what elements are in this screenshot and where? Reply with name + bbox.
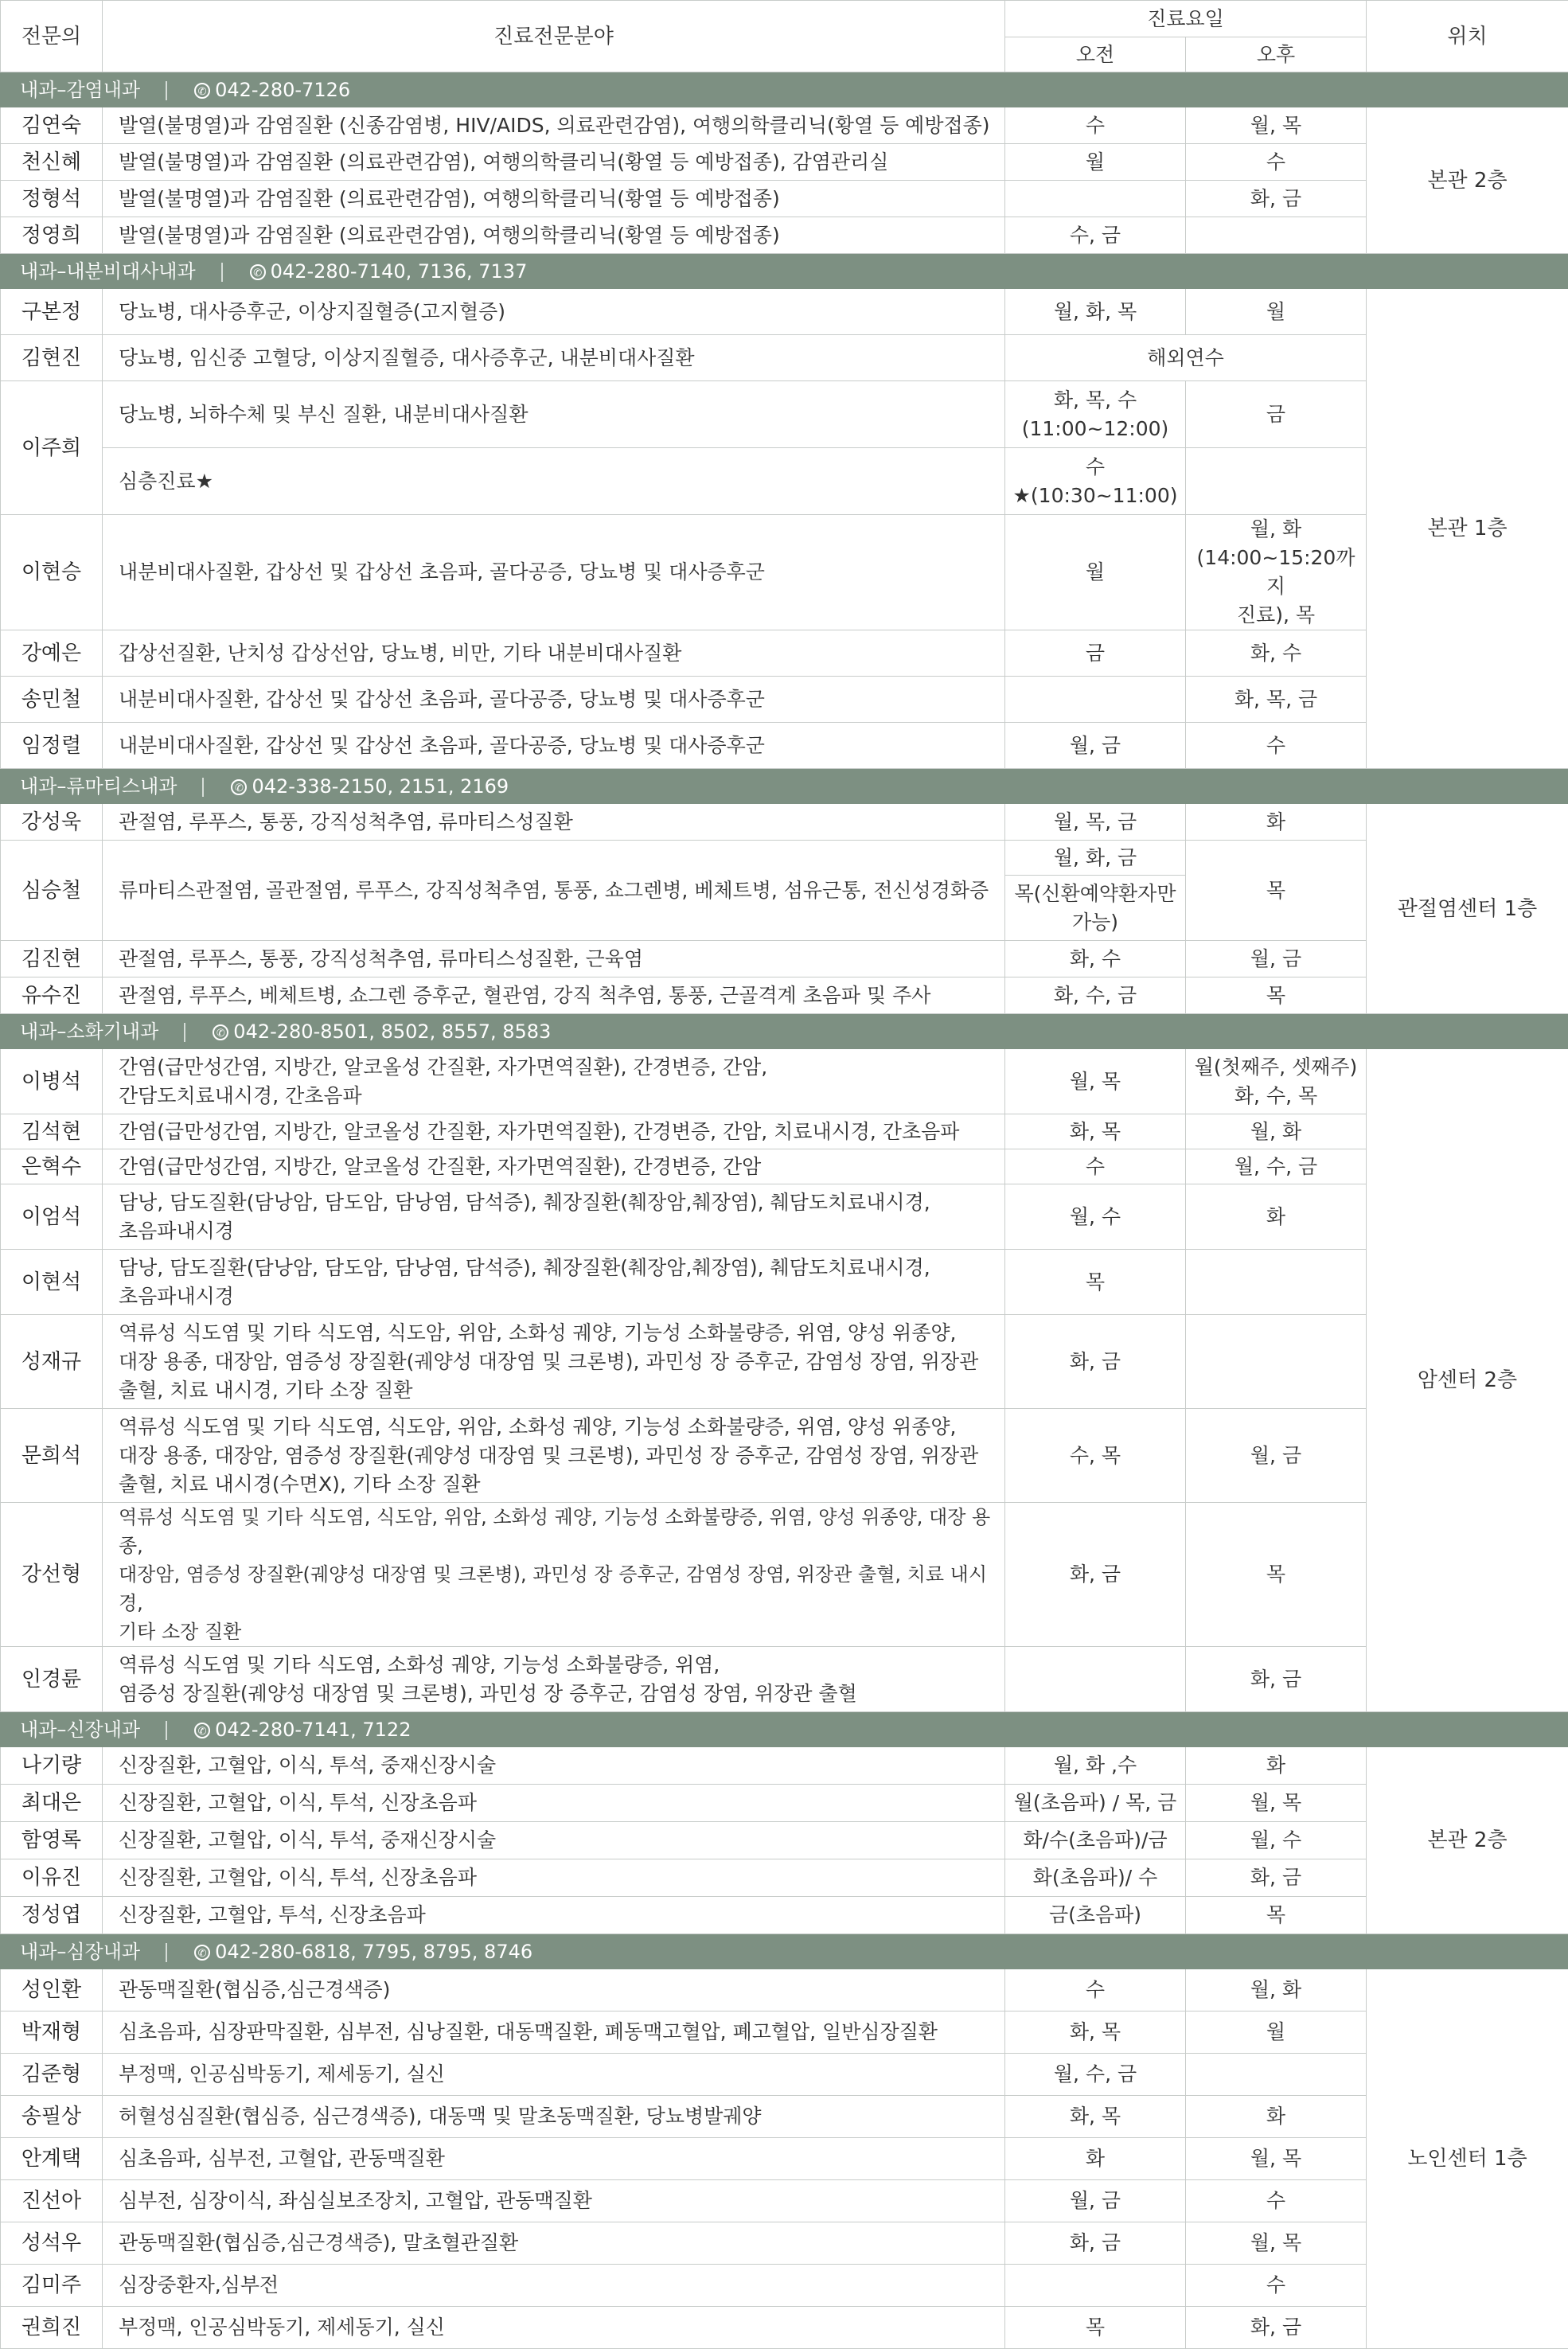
pm-days: 월, 목	[1186, 2222, 1367, 2265]
table-row	[1, 1647, 1568, 1712]
pm-days: 수	[1186, 2265, 1367, 2307]
dept-phone: 042-280-8501, 8502, 8557, 8583	[233, 1020, 551, 1043]
doctor-name: 안계택	[1, 2138, 103, 2180]
am-days: 수, 금	[1005, 217, 1186, 254]
table-row	[1, 144, 1568, 181]
am-days: 월	[1005, 515, 1186, 630]
location: 암센터 2층	[1367, 1049, 1568, 1712]
table-row	[1, 2054, 1568, 2096]
table-row	[1, 2138, 1568, 2180]
table-row	[1, 217, 1568, 254]
pm-days: 화	[1186, 1184, 1367, 1250]
table-row	[1, 2011, 1568, 2054]
dept-bar	[1, 1934, 1568, 1969]
dept-bar	[1, 769, 1568, 804]
am-days: 수, 목	[1005, 1409, 1186, 1503]
pm-days: 목	[1186, 1503, 1367, 1647]
doctor-name: 성인환	[1, 1969, 103, 2011]
doctor-name: 이현승	[1, 515, 103, 630]
dept-phone: 042-280-7140, 7136, 7137	[271, 260, 528, 283]
phone-icon: ✆	[213, 1024, 228, 1040]
schedule-note: 해외연수	[1005, 335, 1367, 381]
dept-bar	[1, 1014, 1568, 1049]
dept-phone: 042-280-6818, 7795, 8795, 8746	[215, 1941, 532, 1963]
specialty: 심부전, 심장이식, 좌심실보조장치, 고혈압, 관동맥질환	[103, 2180, 1005, 2222]
doctor-name: 강선형	[1, 1503, 103, 1647]
table-row	[1, 1969, 1568, 2011]
pm-days: 화, 수	[1186, 630, 1367, 677]
am-days: 목	[1005, 2307, 1186, 2349]
specialty: 담낭, 담도질환(담낭암, 담도암, 담낭염, 담석증), 췌장질환(췌장암,췌장염), 췌담도치료내시경, 초음파내시경	[103, 1250, 1005, 1315]
specialty: 발열(불명열)과 감염질환 (의료관련감염), 여행의학클리닉(황열 등 예방접종), 감염관리실	[103, 144, 1005, 181]
location: 관절염센터 1층	[1367, 804, 1568, 1014]
am-days: 화, 수	[1005, 941, 1186, 977]
doctor-name: 이유진	[1, 1859, 103, 1897]
am-days: 수	[1005, 1149, 1186, 1184]
doctor-name: 천신혜	[1, 144, 103, 181]
location: 노인센터 1층	[1367, 1969, 1568, 2349]
specialty: 허혈성심질환(협심증, 심근경색증), 대동맥 및 말초동맥질환, 당뇨병발궤양	[103, 2096, 1005, 2138]
table-row	[1, 941, 1568, 977]
pm-days: 목	[1186, 1897, 1367, 1934]
pm-days: 화, 금	[1186, 1647, 1367, 1712]
am-days: 월, 수	[1005, 1184, 1186, 1250]
table-row	[1, 381, 1568, 448]
doctor-name: 심승철	[1, 841, 103, 941]
table-row	[1, 677, 1568, 723]
doctor-name: 구본정	[1, 289, 103, 335]
doctor-name: 김준형	[1, 2054, 103, 2096]
specialty: 간염(급만성간염, 지방간, 알코올성 간질환, 자가면역질환), 간경변증, 간암, 간담도치료내시경, 간초음파	[103, 1049, 1005, 1114]
doctor-name: 이현석	[1, 1250, 103, 1315]
table-row	[1, 1184, 1568, 1250]
dept-name: 내과–류마티스내과	[20, 775, 177, 798]
specialty: 부정맥, 인공심박동기, 제세동기, 실신	[103, 2307, 1005, 2349]
phone-icon: ✆	[194, 1723, 210, 1738]
specialty: 역류성 식도염 및 기타 식도염, 식도암, 위암, 소화성 궤양, 기능성 소화불량증, 위염, 양성 위종양, 대장 용종, 대장암, 염증성 장질환(궤양성 대장염 및 크론병), 과민성 장 증후군, 감염성 장염, 위장관 출혈, 치료 내시경, 기타 소장 질환	[103, 1315, 1005, 1409]
pm-days: 수	[1186, 2180, 1367, 2222]
specialty: 발열(불명열)과 감염질환 (의료관련감염), 여행의학클리닉(황열 등 예방접종)	[103, 217, 1005, 254]
table-row	[1, 1315, 1568, 1409]
am-days: 금(초음파)	[1005, 1897, 1186, 1934]
am-days	[1005, 1647, 1186, 1712]
pm-days: 목	[1186, 977, 1367, 1014]
table-row	[1, 181, 1568, 217]
pm-days: 월, 금	[1186, 1409, 1367, 1503]
am-days	[1005, 181, 1186, 217]
header-field: 진료전문분야	[103, 1, 1005, 72]
dept-bar	[1, 72, 1568, 107]
specialty: 갑상선질환, 난치성 갑상선암, 당뇨병, 비만, 기타 내분비대사질환	[103, 630, 1005, 677]
table-row	[1, 1822, 1568, 1859]
am-days: 목	[1005, 1250, 1186, 1315]
am-days: 월, 화 ,수	[1005, 1747, 1186, 1785]
doctor-name: 성재규	[1, 1315, 103, 1409]
specialty: 역류성 식도염 및 기타 식도염, 소화성 궤양, 기능성 소화불량증, 위염, 염증성 장질환(궤양성 대장염 및 크론병), 과민성 장 증후군, 감염성 장염, 위장관 출혈	[103, 1647, 1005, 1712]
phone-icon: ✆	[231, 779, 247, 795]
pm-days: 월, 금	[1186, 941, 1367, 977]
specialty: 내분비대사질환, 갑상선 및 갑상선 초음파, 골다공증, 당뇨병 및 대사증후군	[103, 515, 1005, 630]
dept-name: 내과–감염내과	[20, 79, 140, 101]
am-days	[1005, 677, 1186, 723]
table-row	[1, 1149, 1568, 1184]
am-days: 화/수(초음파)/금	[1005, 1822, 1186, 1859]
table-row	[1, 2265, 1568, 2307]
specialty: 발열(불명열)과 감염질환 (신종감염병, HIV/AIDS, 의료관련감염), 여행의학클리닉(황열 등 예방접종)	[103, 107, 1005, 144]
dept-phone: 042-338-2150, 2151, 2169	[252, 775, 509, 798]
am-days: 수★(10:30~11:00)	[1005, 448, 1186, 515]
pm-days: 월, 수, 금	[1186, 1149, 1367, 1184]
am-days: 화, 금	[1005, 1315, 1186, 1409]
specialty: 당뇨병, 대사증후군, 이상지질혈증(고지혈증)	[103, 289, 1005, 335]
specialty: 담낭, 담도질환(담낭암, 담도암, 담낭염, 담석증), 췌장질환(췌장암,췌장염), 췌담도치료내시경, 초음파내시경	[103, 1184, 1005, 1250]
table-row	[1, 1897, 1568, 1934]
phone-icon: ✆	[250, 264, 266, 280]
specialty: 당뇨병, 뇌하수체 및 부신 질환, 내분비대사질환	[103, 381, 1005, 448]
doctor-name: 이병석	[1, 1049, 103, 1114]
pm-days: 월, 화 (14:00~15:20까지 진료), 목	[1186, 515, 1367, 630]
pm-days	[1186, 448, 1367, 515]
header-pm: 오후	[1186, 37, 1367, 72]
am-days: 수	[1005, 107, 1186, 144]
doctor-name: 인경륜	[1, 1647, 103, 1712]
header-location: 위치	[1367, 1, 1568, 72]
specialty: 신장질환, 고혈압, 이식, 투석, 신장초음파	[103, 1859, 1005, 1897]
specialty: 신장질환, 고혈압, 이식, 투석, 신장초음파	[103, 1785, 1005, 1822]
specialty: 부정맥, 인공심박동기, 제세동기, 실신	[103, 2054, 1005, 2096]
dept-name: 내과–소화기내과	[20, 1020, 158, 1043]
specialty: 신장질환, 고혈압, 투석, 신장초음파	[103, 1897, 1005, 1934]
dept-bar	[1, 1712, 1568, 1747]
table-row	[1, 1859, 1568, 1897]
specialty: 내분비대사질환, 갑상선 및 갑상선 초음파, 골다공증, 당뇨병 및 대사증후군	[103, 723, 1005, 769]
doctor-name: 이엄석	[1, 1184, 103, 1250]
doctor-name: 강성욱	[1, 804, 103, 841]
specialty: 류마티스관절염, 골관절염, 루푸스, 강직성척추염, 통풍, 쇼그렌병, 베체트병, 섬유근통, 전신성경화증	[103, 841, 1005, 941]
doctor-name: 김진현	[1, 941, 103, 977]
pm-days: 목	[1186, 841, 1367, 941]
table-row	[1, 1747, 1568, 1785]
am-days: 월, 목	[1005, 1049, 1186, 1114]
doctor-name: 강예은	[1, 630, 103, 677]
table-row	[1, 448, 1568, 515]
header-schedule: 진료요일	[1005, 1, 1367, 37]
specialty: 관절염, 루푸스, 통풍, 강직성척추염, 류마티스성질환, 근육염	[103, 941, 1005, 977]
am-days: 월, 금	[1005, 2180, 1186, 2222]
am-days: 화, 금	[1005, 2222, 1186, 2265]
doctor-name: 송필상	[1, 2096, 103, 2138]
specialty: 당뇨병, 임신중 고혈당, 이상지질혈증, 대사증후군, 내분비대사질환	[103, 335, 1005, 381]
specialty: 관절염, 루푸스, 통풍, 강직성척추염, 류마티스성질환	[103, 804, 1005, 841]
am-days: 수	[1005, 1969, 1186, 2011]
doctor-name: 김연숙	[1, 107, 103, 144]
doctor-name: 이주희	[1, 381, 103, 515]
table-row	[1, 1250, 1568, 1315]
location: 본관 1층	[1367, 289, 1568, 769]
table-row	[1, 289, 1568, 335]
pm-days	[1186, 1315, 1367, 1409]
am-days: 월	[1005, 144, 1186, 181]
doctor-name: 김현진	[1, 335, 103, 381]
doctor-name: 김석현	[1, 1114, 103, 1149]
pm-days: 월, 목	[1186, 1785, 1367, 1822]
am-days: 월, 화, 금	[1005, 841, 1186, 876]
pm-days: 화, 금	[1186, 1859, 1367, 1897]
doctor-name: 은혁수	[1, 1149, 103, 1184]
am-days: 월, 수, 금	[1005, 2054, 1186, 2096]
doctor-name: 권희진	[1, 2307, 103, 2349]
dept-name: 내과–신장내과	[20, 1719, 140, 1741]
am-days: 화(초음파)/ 수	[1005, 1859, 1186, 1897]
pm-days: 수	[1186, 723, 1367, 769]
table-row	[1, 630, 1568, 677]
specialty: 간염(급만성간염, 지방간, 알코올성 간질환, 자가면역질환), 간경변증, 간암, 치료내시경, 간초음파	[103, 1114, 1005, 1149]
specialty: 심초음파, 심장판막질환, 심부전, 심낭질환, 대동맥질환, 폐동맥고혈압, 폐고혈압, 일반심장질환	[103, 2011, 1005, 2054]
dept-bar	[1, 254, 1568, 289]
table-row	[1, 2180, 1568, 2222]
am-days: 화	[1005, 2138, 1186, 2180]
doctor-name: 정성엽	[1, 1897, 103, 1934]
pm-days	[1186, 1250, 1367, 1315]
am-days: 월, 금	[1005, 723, 1186, 769]
table-row	[1, 977, 1568, 1014]
pm-days: 월, 화	[1186, 1969, 1367, 2011]
table-row	[1, 2307, 1568, 2349]
table-row	[1, 1049, 1568, 1114]
location: 본관 2층	[1367, 107, 1568, 254]
specialty: 역류성 식도염 및 기타 식도염, 식도암, 위암, 소화성 궤양, 기능성 소화불량증, 위염, 양성 위종양, 대장 용종, 대장암, 염증성 장질환(궤양성 대장염 및 크론병), 과민성 장 증후군, 감염성 장염, 위장관 출혈, 치료 내시경(수면X), 기타 소장 질환	[103, 1409, 1005, 1503]
table-row	[1, 1114, 1568, 1149]
am-days	[1005, 2265, 1186, 2307]
am-days: 화, 목, 수 (11:00~12:00)	[1005, 381, 1186, 448]
doctor-name: 함영록	[1, 1822, 103, 1859]
table-row	[1, 107, 1568, 144]
doctor-name: 진선아	[1, 2180, 103, 2222]
table-row	[1, 2222, 1568, 2265]
pm-days: 월, 수	[1186, 1822, 1367, 1859]
dept-phone: 042-280-7141, 7122	[215, 1719, 411, 1741]
header-doctor: 전문의	[1, 1, 103, 72]
am-days: 화, 목	[1005, 1114, 1186, 1149]
table-row	[1, 515, 1568, 630]
phone-icon: ✆	[194, 1945, 210, 1961]
doctor-name: 송민철	[1, 677, 103, 723]
dept-name: 내과–내분비대사내과	[20, 260, 196, 283]
pm-days: 월	[1186, 2011, 1367, 2054]
pm-days: 화, 목, 금	[1186, 677, 1367, 723]
table-row	[1, 841, 1568, 876]
dept-name: 내과–심장내과	[20, 1941, 140, 1963]
doctor-name: 최대은	[1, 1785, 103, 1822]
am-days: 월(초음파) / 목, 금	[1005, 1785, 1186, 1822]
table-row	[1, 1785, 1568, 1822]
doctor-name: 정형석	[1, 181, 103, 217]
header-am: 오전	[1005, 37, 1186, 72]
doctor-name: 정영희	[1, 217, 103, 254]
dept-phone: 042-280-7126	[215, 79, 350, 101]
pm-days: 화	[1186, 1747, 1367, 1785]
am-days: 금	[1005, 630, 1186, 677]
am-days: 월, 목, 금	[1005, 804, 1186, 841]
specialty: 심장중환자,심부전	[103, 2265, 1005, 2307]
pm-days	[1186, 2054, 1367, 2096]
specialty: 발열(불명열)과 감염질환 (의료관련감염), 여행의학클리닉(황열 등 예방접종)	[103, 181, 1005, 217]
phone-icon: ✆	[194, 83, 210, 99]
table-row	[1, 804, 1568, 841]
specialty: 역류성 식도염 및 기타 식도염, 식도암, 위암, 소화성 궤양, 기능성 소화불량증, 위염, 양성 위종양, 대장 용종, 대장암, 염증성 장질환(궤양성 대장염 및 크론병), 과민성 장 증후군, 감염성 장염, 위장관 출혈, 치료 내시경, 기타 소장 질환	[103, 1503, 1005, 1647]
doctor-name: 문희석	[1, 1409, 103, 1503]
pm-days: 화, 금	[1186, 181, 1367, 217]
am-days: 화, 목	[1005, 2096, 1186, 2138]
pm-days: 월, 목	[1186, 2138, 1367, 2180]
table-row	[1, 335, 1568, 381]
pm-days: 월	[1186, 289, 1367, 335]
am-days: 화, 수, 금	[1005, 977, 1186, 1014]
doctor-name: 임정렬	[1, 723, 103, 769]
am-days: 월, 화, 목	[1005, 289, 1186, 335]
doctor-name: 유수진	[1, 977, 103, 1014]
specialty: 관절염, 루푸스, 베체트병, 쇼그렌 증후군, 혈관염, 강직 척추염, 통풍, 근골격계 초음파 및 주사	[103, 977, 1005, 1014]
pm-days: 월, 목	[1186, 107, 1367, 144]
pm-days: 화	[1186, 804, 1367, 841]
am-days: 화, 금	[1005, 1503, 1186, 1647]
pm-days: 월, 화	[1186, 1114, 1367, 1149]
specialty: 심층진료★	[103, 448, 1005, 515]
table-row	[1, 2096, 1568, 2138]
pm-days: 금	[1186, 381, 1367, 448]
pm-days	[1186, 217, 1367, 254]
specialty: 관동맥질환(협심증,심근경색증), 말초혈관질환	[103, 2222, 1005, 2265]
specialty: 신장질환, 고혈압, 이식, 투석, 중재신장시술	[103, 1822, 1005, 1859]
doctor-name: 나기량	[1, 1747, 103, 1785]
pm-days: 수	[1186, 144, 1367, 181]
doctor-name: 성석우	[1, 2222, 103, 2265]
specialty: 심초음파, 심부전, 고혈압, 관동맥질환	[103, 2138, 1005, 2180]
pm-days: 월(첫째주, 셋째주) 화, 수, 목	[1186, 1049, 1367, 1114]
pm-days: 화	[1186, 2096, 1367, 2138]
am-days: 화, 목	[1005, 2011, 1186, 2054]
location: 본관 2층	[1367, 1747, 1568, 1934]
doctor-name: 김미주	[1, 2265, 103, 2307]
specialty: 간염(급만성간염, 지방간, 알코올성 간질환, 자가면역질환), 간경변증, 간암	[103, 1149, 1005, 1184]
specialty: 관동맥질환(협심증,심근경색증)	[103, 1969, 1005, 2011]
doctor-name: 박재형	[1, 2011, 103, 2054]
specialty: 신장질환, 고혈압, 이식, 투석, 중재신장시술	[103, 1747, 1005, 1785]
specialty: 내분비대사질환, 갑상선 및 갑상선 초음파, 골다공증, 당뇨병 및 대사증후군	[103, 677, 1005, 723]
table-row	[1, 723, 1568, 769]
table-row	[1, 1503, 1568, 1647]
table-row	[1, 1409, 1568, 1503]
pm-days: 화, 금	[1186, 2307, 1367, 2349]
am-days-note: 목(신환예약환자만 가능)	[1005, 876, 1186, 941]
